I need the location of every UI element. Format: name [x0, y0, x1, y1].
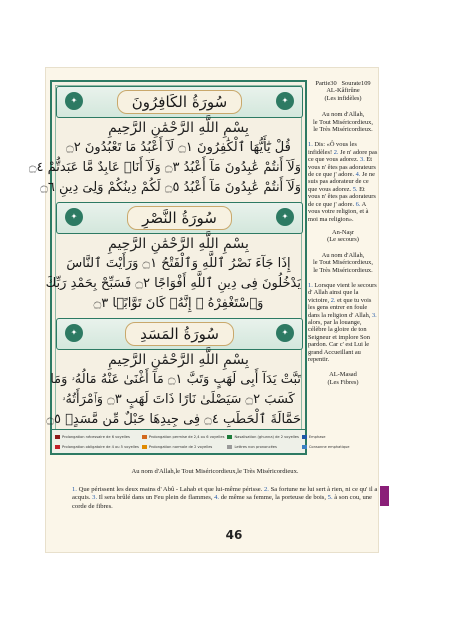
legend-label: Prolongation normale de 2 voyelles [148, 444, 213, 449]
verse-number: 2. [264, 486, 269, 493]
verse-text: Je ne suis pas adorateur de ce que vous adorez. [308, 171, 375, 193]
nasr-translation [308, 282, 378, 363]
arabic-line: وَلَآ أَنتُمْ عَٰبِدُونَ مَآ أَعْبُدُ ۝٥ لَكُمْ دِينُكُمْ وَلِىَ دِينِ ۝٦ [40, 180, 301, 195]
legend-label: Nasalisation (ghunna) de 2 voyelles [234, 434, 299, 439]
legend-item [227, 432, 298, 441]
verse-text: Et vous n' êtes pas adorateurs de ce que j' adore. [308, 156, 376, 179]
partie-label: Partie30 [315, 80, 337, 87]
arabic-line: قُلْ يَٰٓأَيُّهَا ٱلْكَٰفِرُونَ ۝١ لَآ أَعْبُدُ مَا تَعْبُدُونَ ۝٢ [66, 140, 291, 155]
legend-swatch [227, 445, 232, 449]
verse-text: et que tu vois les gens entrer en foule dans la religion d' Allah, [308, 296, 372, 319]
legend-swatch [142, 435, 147, 439]
legend-item [302, 432, 350, 441]
verse-text: Il sera brûlé dans un Feu plein de flammes, [97, 494, 215, 502]
kafirun-translation [308, 141, 378, 222]
surah-subtitle-fr: (Les infidèles) [324, 94, 362, 102]
medallion-icon: ✦ [65, 324, 83, 342]
basmala-fr-line: le Très Miséricordieux. [313, 126, 373, 134]
surah-banner-kafirun [56, 86, 303, 118]
bottom-basmala-fr: Au nom d'Allah,le Tout Miséricordieux,le Très Miséricordieux. [131, 468, 299, 475]
arabic-line: حَمَّالَةَ ٱلْحَطَبِ ۝٤ فِى جِيدِهَا حَبْلٌ مِّن مَّسَدٍۭ ۝٥ [46, 412, 301, 427]
masad-title-fr: AL-Masad [329, 371, 357, 379]
verse-number: 6. [355, 200, 361, 208]
verse-text: Et vous n' êtes pas adorateurs de ce que j' adore. [308, 185, 376, 208]
verse-number: 2. [333, 148, 339, 156]
verse-number: 4. [355, 171, 361, 179]
basmala-fr-line: Au nom d'Allah, [321, 111, 365, 119]
surah-title-nasr: سُورَةُ النَّصْرِ [127, 206, 232, 230]
medallion-icon: ✦ [276, 324, 294, 342]
legend-swatch [227, 435, 232, 439]
page-marker-tab [380, 486, 389, 506]
verse-text: Que périssent les deux mains d' Abû - Lahab et que lui-même périsse. [76, 486, 264, 493]
legend-swatch [55, 435, 60, 439]
masad-translation [72, 486, 378, 511]
verse-text: alors, par la louange, célèbre la gloire de ton Seigneur et implore Son pardon. Car c' est Lui le grand Accueillant au repentir. [308, 318, 370, 363]
basmala-fr-line: Au nom d'Allah, [321, 251, 365, 259]
verse-number: 3. [371, 311, 377, 319]
legend-swatch [142, 445, 147, 449]
page-number: 46 [225, 528, 243, 542]
basmala: بِسْمِ اللَّهِ الرَّحْمَٰنِ الرَّحِيمِ [108, 352, 249, 368]
medallion-icon: ✦ [276, 92, 294, 110]
verse-text: Dis: «Ô vous les infidèles! [308, 141, 357, 156]
legend-item [302, 442, 350, 451]
surah-title-fr: AL-Kâfirûne [326, 87, 360, 95]
surah-title-masad: سُورَةُ المَسَدِ [125, 322, 234, 346]
verse-number: 1. [72, 486, 77, 493]
medallion-icon: ✦ [65, 92, 83, 110]
verse-number: 2. [330, 296, 336, 304]
verse-text: A vous votre religion, et à moi ma religion». [308, 200, 369, 223]
surah-banner-masad [56, 318, 303, 350]
masad-subtitle-fr: (Les Fibres) [327, 378, 359, 386]
medallion-icon: ✦ [65, 208, 83, 226]
surah-title-kafirun: سُورَةُ الكَافِرُونَ [117, 90, 243, 114]
french-translation-column [308, 80, 378, 386]
legend-label: Prolongation obligatoire de 4 ou 5 voyelles [62, 444, 139, 449]
verse-number: 1. [308, 281, 313, 289]
arabic-line: إِذَا جَآءَ نَصْرُ ٱللَّهِ وَٱلْفَتْحُ ۝١ وَرَأَيْتَ ٱلنَّاسَ [66, 256, 291, 271]
verse-number: 5. [327, 494, 333, 502]
legend-swatch [302, 445, 307, 449]
legend-label: Emphase [308, 434, 326, 439]
basmala: بِسْمِ اللَّهِ الرَّحْمَٰنِ الرَّحِيمِ [108, 120, 249, 136]
arabic-line: تَبَّتْ يَدَآ أَبِى لَهَبٍ وَتَبَّ ۝١ مَآ أَغْنَىٰ عَنْهُ مَالُهُۥ وَمَا [50, 372, 301, 387]
surah-banner-nasr [56, 202, 303, 234]
sourate-label: Sourate109 [341, 80, 371, 87]
arabic-line: يَدْخُلُونَ فِى دِينِ ٱللَّهِ أَفْوَاجًا ۝٢ فَسَبِّحْ بِحَمْدِ رَبِّكَ [45, 276, 301, 291]
verse-number: 1. [308, 141, 313, 149]
legend-item [227, 442, 298, 451]
partie-sourate-header [308, 80, 378, 87]
legend-item [55, 442, 139, 451]
verse-number: 5. [352, 185, 358, 193]
legend-item [55, 432, 139, 441]
nasr-subtitle-fr: (Le secours) [327, 236, 359, 244]
legend-label: Prolongation permise de 2,4 ou 6 voyelles [148, 434, 225, 439]
verse-text: à son cou, une corde de fibres. [72, 494, 372, 510]
basmala-fr-line: le Tout Miséricordieux, [313, 118, 373, 126]
arabic-line: وَلَآ أَنتُمْ عَٰبِدُونَ مَآ أَعْبُدُ ۝٣ وَلَآ أَنَا۠ عَابِدٌ مَّا عَبَدتُّمْ ۝٤ [28, 160, 301, 175]
tajweed-legend [52, 429, 350, 453]
legend-swatch [55, 445, 60, 449]
verse-text: de même sa femme, la porteuse de bois, [219, 494, 328, 502]
nasr-title-fr: An-Naşr [331, 228, 354, 236]
verse-number: 4. [214, 494, 220, 502]
medallion-icon: ✦ [276, 208, 294, 226]
basmala-fr-line: le Tout Miséricordieux, [313, 259, 373, 267]
legend-swatch [302, 435, 307, 439]
arabic-line: وَٱسْتَغْفِرْهُ ۚ إِنَّهُۥ كَانَ تَوَّابًۢا ۝٣ [93, 296, 264, 311]
arabic-line: كَسَبَ ۝٢ سَيَصْلَىٰ نَارًا ذَاتَ لَهَبٍ ۝٣ وَٱمْرَأَتُهُۥ [62, 392, 295, 407]
verse-text: Lorsque vient le secours d' Allah ainsi que la victoire, [308, 281, 377, 304]
verse-text: Je n' adore pas ce que vous adorez. [308, 148, 378, 164]
legend-label: Consonne emphatique [308, 444, 350, 449]
legend-item [142, 432, 225, 441]
basmala: بِسْمِ اللَّهِ الرَّحْمَٰنِ الرَّحِيمِ [108, 236, 249, 252]
verse-number: 3. [360, 156, 365, 164]
verse-number: 3. [92, 494, 98, 502]
basmala-fr-line: le Très Miséricordieux. [313, 266, 373, 274]
legend-item [142, 442, 225, 451]
legend-label: Prolongation nécessaire de 6 voyelles [62, 434, 130, 439]
verse-text: Sa fortune ne lui sert à rien, ni ce qu' il a acquis. [72, 486, 378, 502]
legend-label: Lettres non prononcées [234, 444, 277, 449]
